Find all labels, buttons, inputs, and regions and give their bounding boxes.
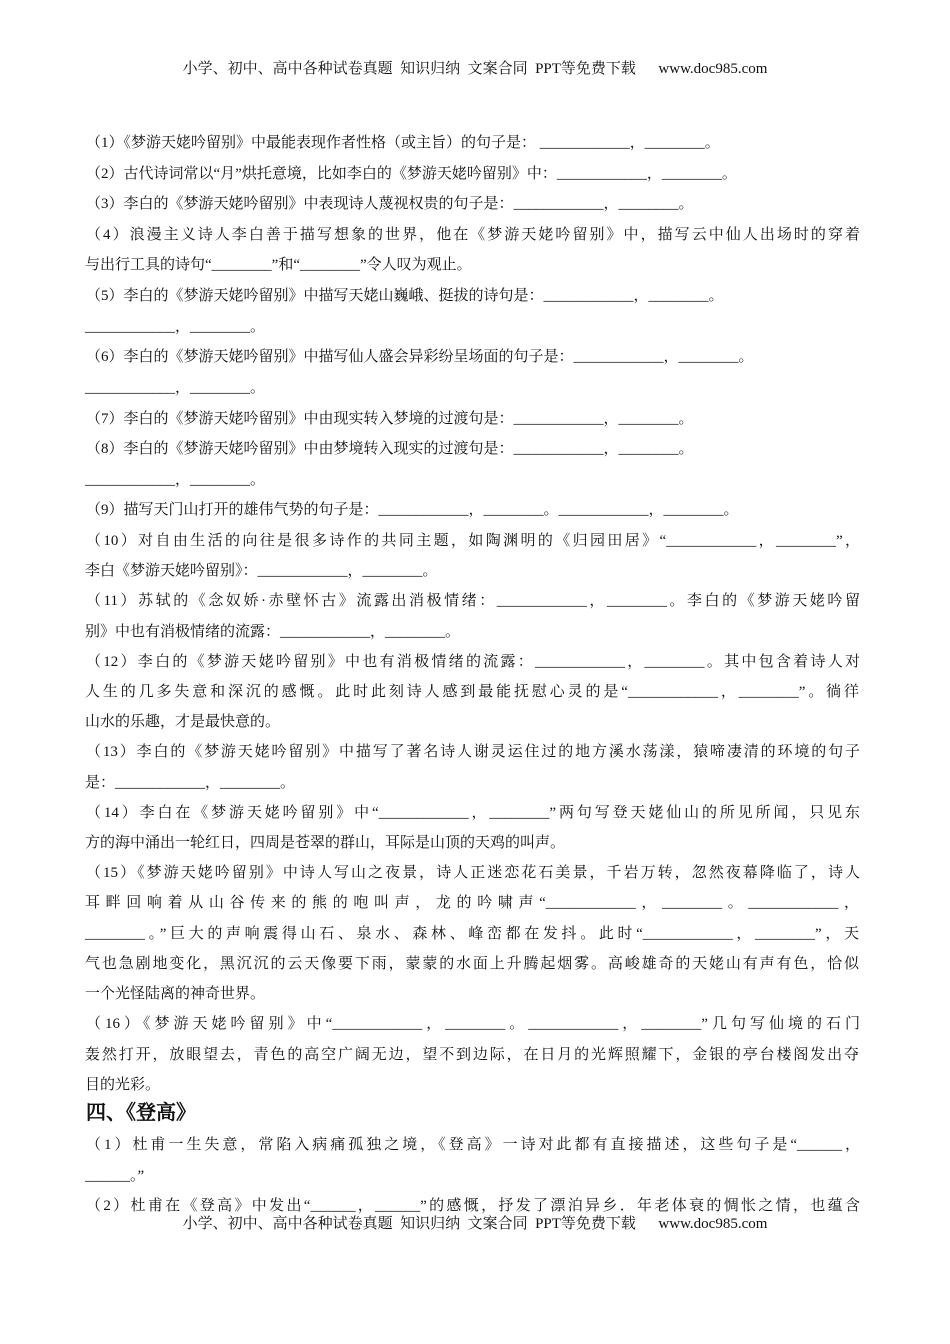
question-continuation: 一个光怪陆离的神奇世界。 [85, 986, 266, 1002]
question-item: （3）李白的《梦游天姥吟留别》中表现诗人蔑视权贵的句子是：____________，________。 [86, 196, 694, 212]
question-item: （16）《梦游天姥吟留别》中“____________，________。____________，________”几句写仙境的石门 [86, 1016, 860, 1032]
question-continuation: 山水的乐趣，才是最快意的。 [85, 714, 281, 730]
question-continuation: ________。”巨大的声响震得山石、泉水、森林、峰峦都在发抖。此时“____________，________”，天 [85, 926, 859, 942]
question-item: （11）苏轼的《念奴娇·赤壁怀古》流露出消极情绪：____________，________。李白的《梦游天姥吟留 [86, 593, 860, 609]
question-continuation: 李白《梦游天姥吟留别》：____________，________。 [85, 563, 438, 579]
question-item: （7）李白的《梦游天姥吟留别》中由现实转入梦境的过渡句是：____________，________。 [86, 411, 694, 427]
question-continuation: ____________，________。 [85, 319, 266, 335]
question-continuation: 是：____________，________。 [85, 775, 296, 791]
question-item: （14）李白在《梦游天姥吟留别》中“____________，________”两句写登天姥仙山的所见所闻，只见东 [86, 805, 860, 821]
question-item: （1）《梦游天姥吟留别》中最能表现作者性格（或主旨）的句子是： ____________，________。 [86, 135, 720, 151]
question-continuation: 轰然打开，放眼望去，青色的高空广阔无边，望不到边际，在日月的光辉照耀下，金银的亭台楼阁发出夺 [85, 1047, 859, 1063]
question-continuation: 目的光彩。 [85, 1077, 161, 1093]
section-heading: 四、《登高》 [86, 1102, 196, 1124]
question-item: （4）浪漫主义诗人李白善于描写想象的世界，他在《梦游天姥吟留别》中，描写云中仙人出场时的穿着 [86, 227, 860, 243]
question-item: （2）杜甫在《登高》中发出“______，______”的感慨，抒发了漂泊异乡．年老体衰的惆怅之情，也蕴含 [86, 1198, 860, 1214]
question-continuation: 别》中也有消极情绪的流露：____________，________。 [85, 624, 461, 640]
question-continuation: ____________，________。 [85, 472, 266, 488]
question-item: （15）《梦游天姥吟留别》中诗人写山之夜景，诗人正迷恋花石美景，千岩万转，忽然夜幕降临了，诗人 [86, 865, 860, 881]
question-continuation: 气也急剧地变化，黑沉沉的云天像要下雨，蒙蒙的水面上升腾起烟雾。高峻雄奇的天姥山有声有色，恰似 [85, 956, 859, 972]
question-item: （12）李白的《梦游天姥吟留别》中也有消极情绪的流露：____________，________。其中包含着诗人对 [86, 654, 860, 670]
question-item: （5）李白的《梦游天姥吟留别》中描写天姥山巍峨、挺拔的诗句是：____________，________。 [86, 288, 724, 304]
question-continuation: 与出行工具的诗句“________”和“________”令人叹为观止。 [85, 257, 472, 273]
page-header: 小学、初中、高中各种试卷真题 知识归纳 文案合同 PPT等免费下载 www.doc985.com [182, 61, 768, 77]
question-item: （2）古代诗词常以“月”烘托意境，比如李白的《梦游天姥吟留别》中：____________，________。 [86, 166, 737, 182]
question-continuation: 方的海中涌出一轮红日，四周是苍翠的群山，耳际是山顶的天鸡的叫声。 [85, 835, 566, 851]
question-item: （9）描写天门山打开的雄伟气势的句子是：____________，________。____________，________。 [86, 502, 739, 518]
question-continuation: 人生的几多失意和深沉的感慨。此时此刻诗人感到最能抚慰心灵的是“____________，________”。徜徉 [85, 684, 859, 700]
question-item: （8）李白的《梦游天姥吟留别》中由梦境转入现实的过渡句是：____________，________。 [86, 441, 694, 457]
question-continuation: ______。” [85, 1168, 145, 1184]
question-item: （1）杜甫一生失意，常陷入病痛孤独之境，《登高》一诗对此都有直接描述，这些句子是“______， [86, 1137, 860, 1153]
page-footer: 小学、初中、高中各种试卷真题 知识归纳 文案合同 PPT等免费下载 www.doc985.com [182, 1216, 768, 1232]
question-item: （6）李白的《梦游天姥吟留别》中描写仙人盛会异彩纷呈场面的句子是：____________，________。 [86, 349, 754, 365]
question-item: （10）对自由生活的向往是很多诗作的共同主题，如陶渊明的《归园田居》“____________，________”， [86, 533, 860, 549]
question-continuation: 耳畔回响着从山谷传来的熊的咆叫声，龙的吟啸声“____________，________。____________， [85, 895, 859, 911]
question-item: （13）李白的《梦游天姥吟留别》中描写了著名诗人谢灵运住过的地方溪水荡漾，猿啼凄清的环境的句子 [86, 744, 860, 760]
question-continuation: ____________，________。 [85, 380, 266, 396]
